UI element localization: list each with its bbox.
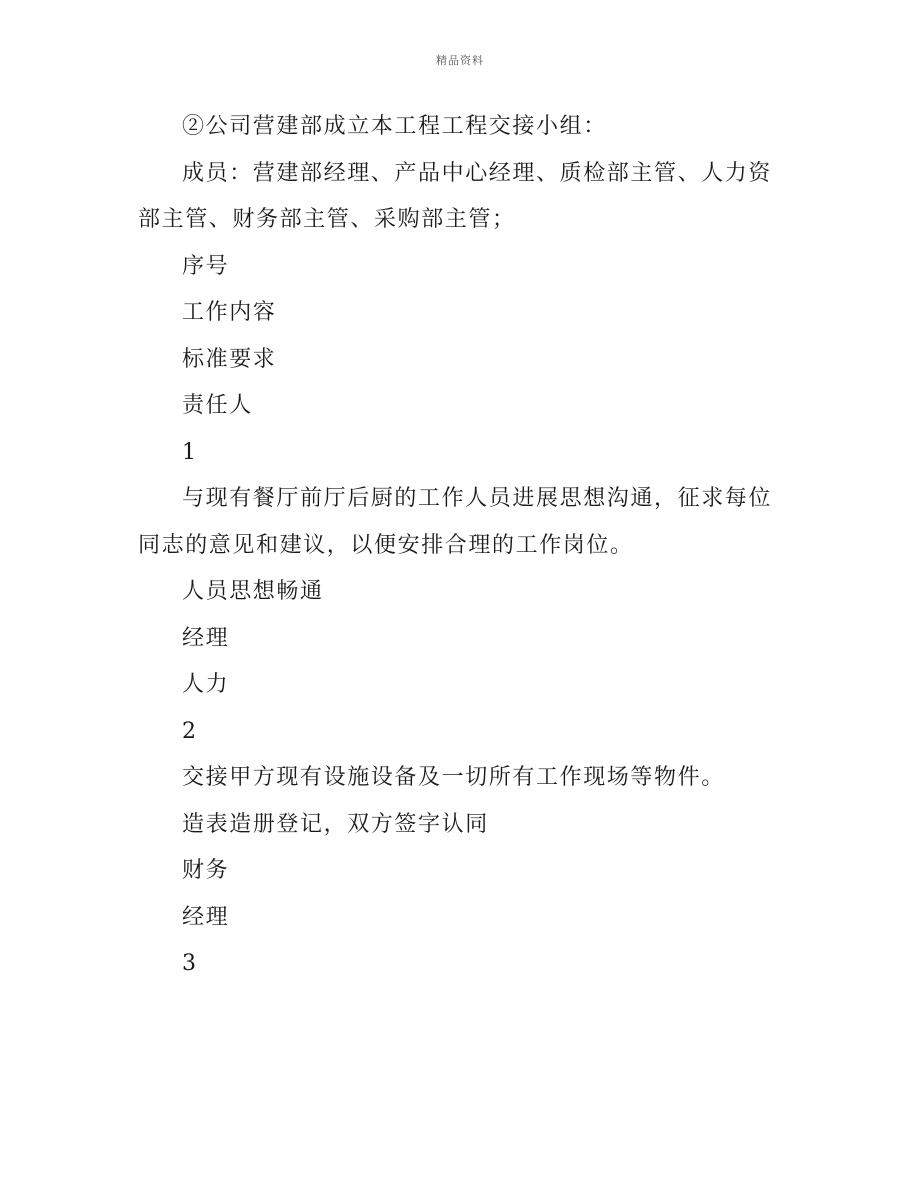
paragraph-members: 成员：营建部经理、产品中心经理、质检部主管、人力资部主管、财务部主管、采购部主管； [138,160,773,232]
paragraph-item-1-standard: 人员思想畅通 [182,579,324,604]
paragraph-item-2-content: 交接甲方现有设施设备及一切所有工作现场等物件。 [182,765,725,790]
paragraph-item-2-owner-b: 经理 [182,904,230,930]
paragraph-col-serial: 序号 [182,253,230,279]
paragraph-item-2-owner-a: 财务 [182,858,230,883]
paragraph-col-content: 工作内容 [182,300,277,325]
paragraph-col-owner: 责任人 [182,393,253,418]
paragraph-team-formation: ②公司营建部成立本工程工程交接小组： [182,114,607,139]
page-header: 精品资料 [436,54,484,67]
document-body [138,104,784,988]
paragraph-item-1-owner-b: 人力 [182,672,230,697]
paragraph-item-2-standard: 造表造册登记，双方签字认同 [182,811,489,837]
paragraph-col-standard: 标准要求 [182,346,277,372]
paragraph-item-1-owner-a: 经理 [182,625,230,651]
paragraph-item-1-content: 与现有餐厅前厅后厨的工作人员进展思想沟通，征求每位同志的意见和建议，以便安排合理的工作岗位。 [138,486,773,558]
paragraph-item-3-number: 3 [182,951,198,976]
paragraph-item-2-number: 2 [182,718,198,744]
paragraph-item-1-number: 1 [182,439,198,465]
